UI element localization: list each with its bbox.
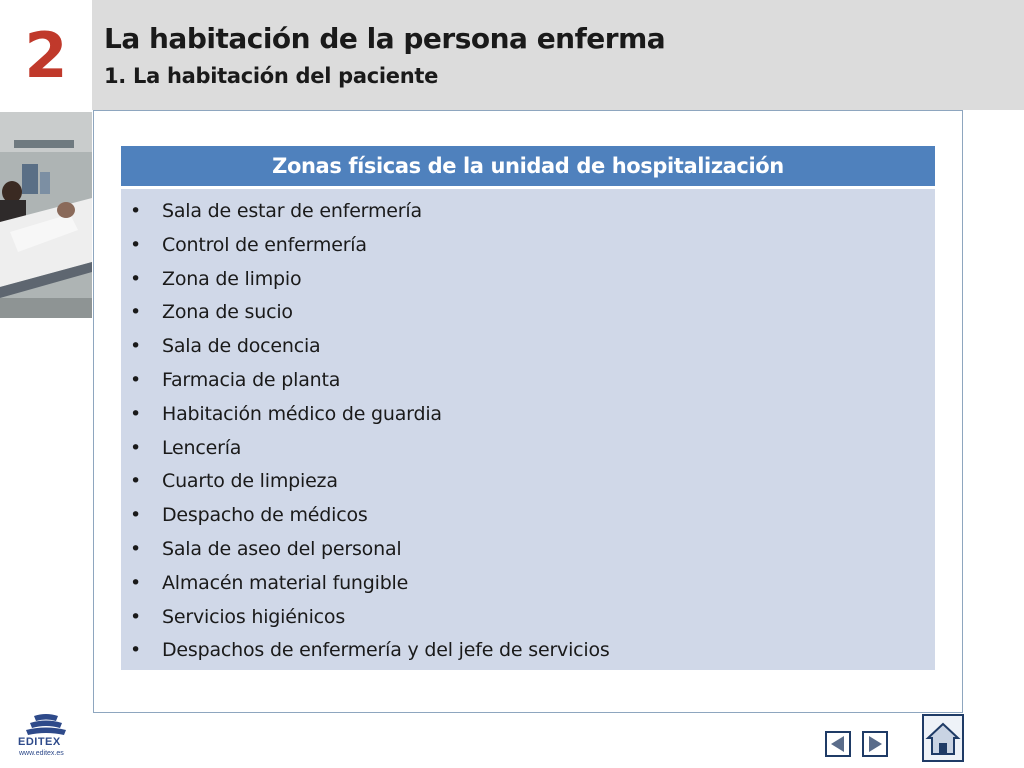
list-item <box>121 336 935 370</box>
bullet-icon: • <box>130 335 142 358</box>
list-item <box>121 235 935 269</box>
list-item-label: Almacén material fungible <box>162 571 409 594</box>
list-item-label: Zona de limpio <box>162 267 302 290</box>
list-item-label: Control de enfermería <box>162 233 367 256</box>
home-icon <box>924 716 962 760</box>
list-item <box>121 471 935 505</box>
logo-url: www.editex.es <box>19 750 64 757</box>
next-slide-button[interactable] <box>862 731 888 757</box>
bullet-icon: • <box>130 200 142 222</box>
bullet-icon: • <box>130 504 142 527</box>
bullet-icon: • <box>130 267 142 290</box>
header-band <box>92 0 1024 110</box>
bullet-icon: • <box>130 402 142 425</box>
triangle-left-icon <box>827 733 849 755</box>
list-item <box>121 269 935 303</box>
list-item <box>121 404 935 438</box>
bullet-icon: • <box>130 368 142 391</box>
bullet-icon: • <box>130 639 142 662</box>
list-item <box>121 505 935 539</box>
list-item <box>121 201 935 235</box>
triangle-right-icon <box>864 733 886 755</box>
list-item-label: Sala de docencia <box>162 335 321 358</box>
hospital-room-illustration <box>0 112 92 318</box>
list-item <box>121 539 935 573</box>
chapter-number: 2 <box>24 18 68 92</box>
list-item <box>121 573 935 607</box>
list-item <box>121 370 935 404</box>
list-item-label: Lencería <box>162 436 242 459</box>
list-item <box>121 640 935 674</box>
list-item-label: Despachos de enfermería y del jefe de servicios <box>162 639 610 662</box>
list-item-label: Servicios higiénicos <box>162 605 346 628</box>
zone-list <box>121 201 935 674</box>
list-item-label: Despacho de médicos <box>162 504 368 527</box>
table-header: Zonas físicas de la unidad de hospitalización <box>121 146 935 186</box>
list-item-label: Sala de estar de enfermería <box>162 200 422 222</box>
home-button[interactable] <box>922 714 964 762</box>
list-item-label: Cuarto de limpieza <box>162 470 338 493</box>
bullet-icon: • <box>130 605 142 628</box>
table-body <box>121 189 935 670</box>
page-title: La habitación de la persona enferma <box>104 22 666 55</box>
list-item-label: Habitación médico de guardia <box>162 402 442 425</box>
bullet-icon: • <box>130 301 142 324</box>
page-subtitle: 1. La habitación del paciente <box>104 64 439 88</box>
bullet-icon: • <box>130 470 142 493</box>
hospital-room-photo <box>0 112 92 318</box>
list-item <box>121 607 935 641</box>
list-item-label: Sala de aseo del personal <box>162 537 402 560</box>
list-item <box>121 438 935 472</box>
list-item <box>121 302 935 336</box>
previous-slide-button[interactable] <box>825 731 851 757</box>
list-item-label: Zona de sucio <box>162 301 293 324</box>
list-item-label: Farmacia de planta <box>162 368 341 391</box>
bullet-icon: • <box>130 436 142 459</box>
logo-text: EDITEX <box>18 736 61 748</box>
bullet-icon: • <box>130 571 142 594</box>
bullet-icon: • <box>130 537 142 560</box>
bullet-icon: • <box>130 233 142 256</box>
